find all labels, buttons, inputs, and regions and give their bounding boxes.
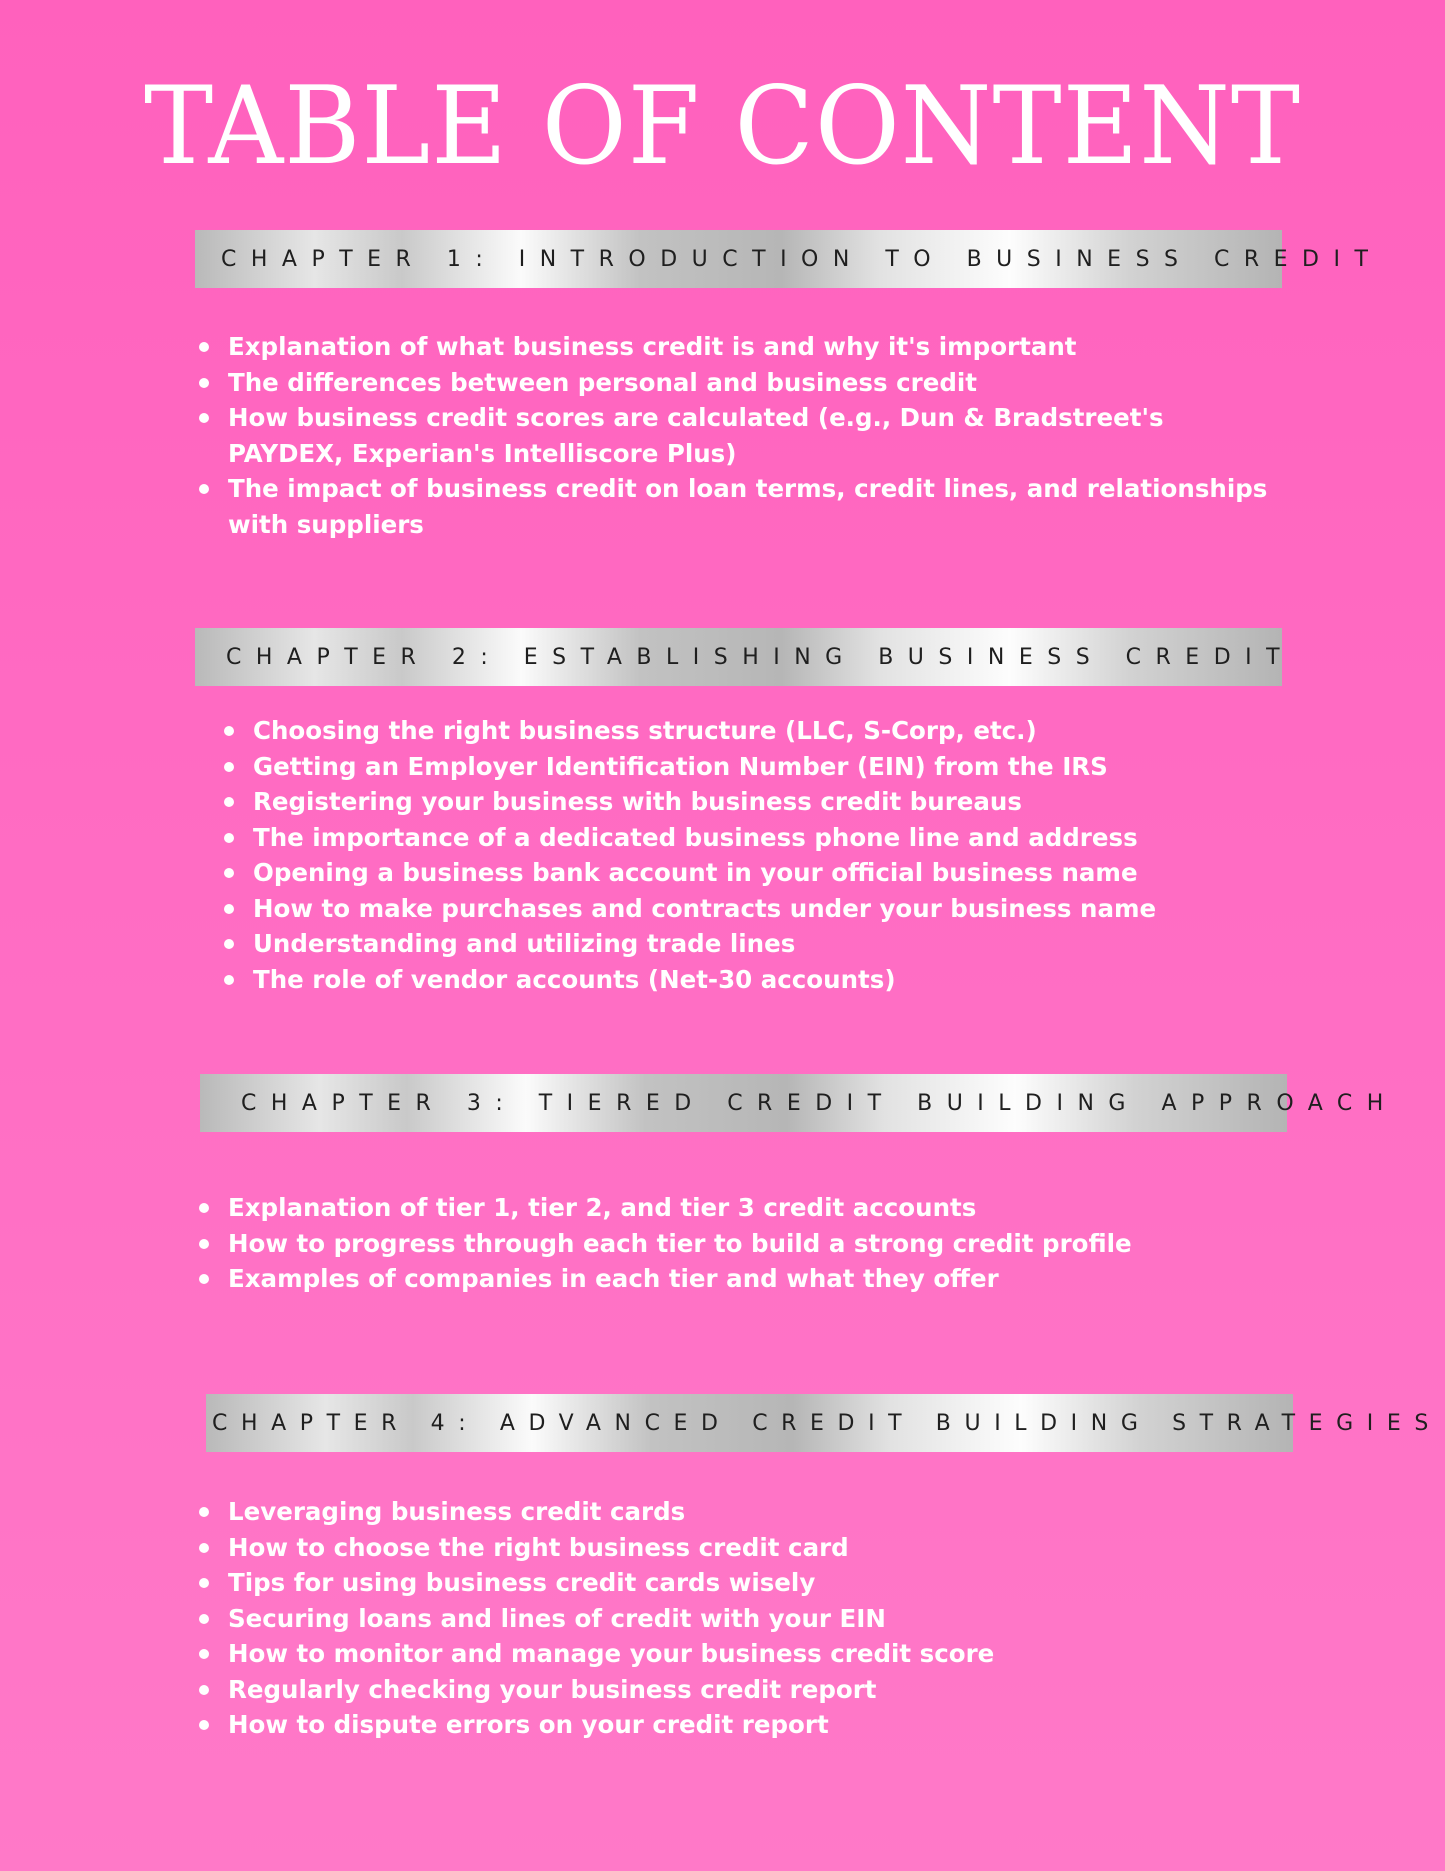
list-item: The differences between personal and business credit [195,365,1275,401]
bullet-icon [199,1203,209,1213]
chapter-3-topics [195,1190,1275,1297]
list-item: Securing loans and lines of credit with your EIN [195,1601,1275,1637]
list-item: How business credit scores are calculated (e.g., Dun & Bradstreet's PAYDEX, Experian's Intelliscore Plus) [195,400,1275,471]
chapter-4-banner [206,1394,1442,1452]
chapter-4-heading: CHAPTER 4: ADVANCED CREDIT BUILDING STRATEGIES [212,1410,1442,1436]
page-title: TABLE OF CONTENT [143,64,1302,189]
chapter-2-banner [195,628,1295,686]
chapter-2-heading: CHAPTER 2: ESTABLISHING BUSINESS CREDIT [226,644,1295,670]
chapter-3-banner [200,1074,1398,1132]
chapter-4-topics [195,1494,1275,1743]
list-item: How to monitor and manage your business credit score [195,1636,1275,1672]
list-item: How to make purchases and contracts under your business name [220,891,1300,927]
bullet-icon [224,939,234,949]
list-item: The impact of business credit on loan terms, credit lines, and relationships with suppliers [195,471,1275,542]
list-item: Explanation of tier 1, tier 2, and tier 3 credit accounts [195,1190,1275,1226]
list-item: Leveraging business credit cards [195,1494,1275,1530]
list-item: How to progress through each tier to build a strong credit profile [195,1226,1275,1262]
list-item: Choosing the right business structure (LLC, S-Corp, etc.) [220,713,1300,749]
list-item: Getting an Employer Identification Number (EIN) from the IRS [220,749,1300,785]
bullet-icon [199,1614,209,1624]
list-item: Explanation of what business credit is and why it's important [195,329,1275,365]
bullet-icon [224,726,234,736]
bullet-icon [199,1507,209,1517]
chapter-2-topics [220,713,1300,997]
list-item: Regularly checking your business credit report [195,1672,1275,1708]
bullet-icon [199,484,209,494]
bullet-icon [199,1543,209,1553]
list-item: Opening a business bank account in your official business name [220,855,1300,891]
bullet-icon [199,1649,209,1659]
bullet-icon [199,1685,209,1695]
bullet-icon [199,1578,209,1588]
bullet-icon [224,833,234,843]
bullet-icon [199,378,209,388]
list-item: Tips for using business credit cards wisely [195,1565,1275,1601]
bullet-icon [224,904,234,914]
bullet-icon [199,1274,209,1284]
bullet-icon [224,975,234,985]
list-item: Examples of companies in each tier and what they offer [195,1261,1275,1297]
bullet-icon [224,797,234,807]
list-item: The importance of a dedicated business phone line and address [220,820,1300,856]
list-item: Understanding and utilizing trade lines [220,926,1300,962]
bullet-icon [199,1239,209,1249]
bullet-icon [199,1720,209,1730]
chapter-1-topics [195,329,1275,542]
bullet-icon [224,762,234,772]
list-item: How to choose the right business credit card [195,1530,1275,1566]
chapter-1-banner [195,230,1383,288]
list-item: Registering your business with business credit bureaus [220,784,1300,820]
bullet-icon [199,413,209,423]
list-item: How to dispute errors on your credit report [195,1707,1275,1743]
bullet-icon [199,342,209,352]
chapter-1-heading: CHAPTER 1: INTRODUCTION TO BUSINESS CREDIT [221,246,1383,272]
list-item: The role of vendor accounts (Net-30 accounts) [220,962,1300,998]
bullet-icon [224,868,234,878]
chapter-3-heading: CHAPTER 3: TIERED CREDIT BUILDING APPROACH [241,1090,1398,1116]
